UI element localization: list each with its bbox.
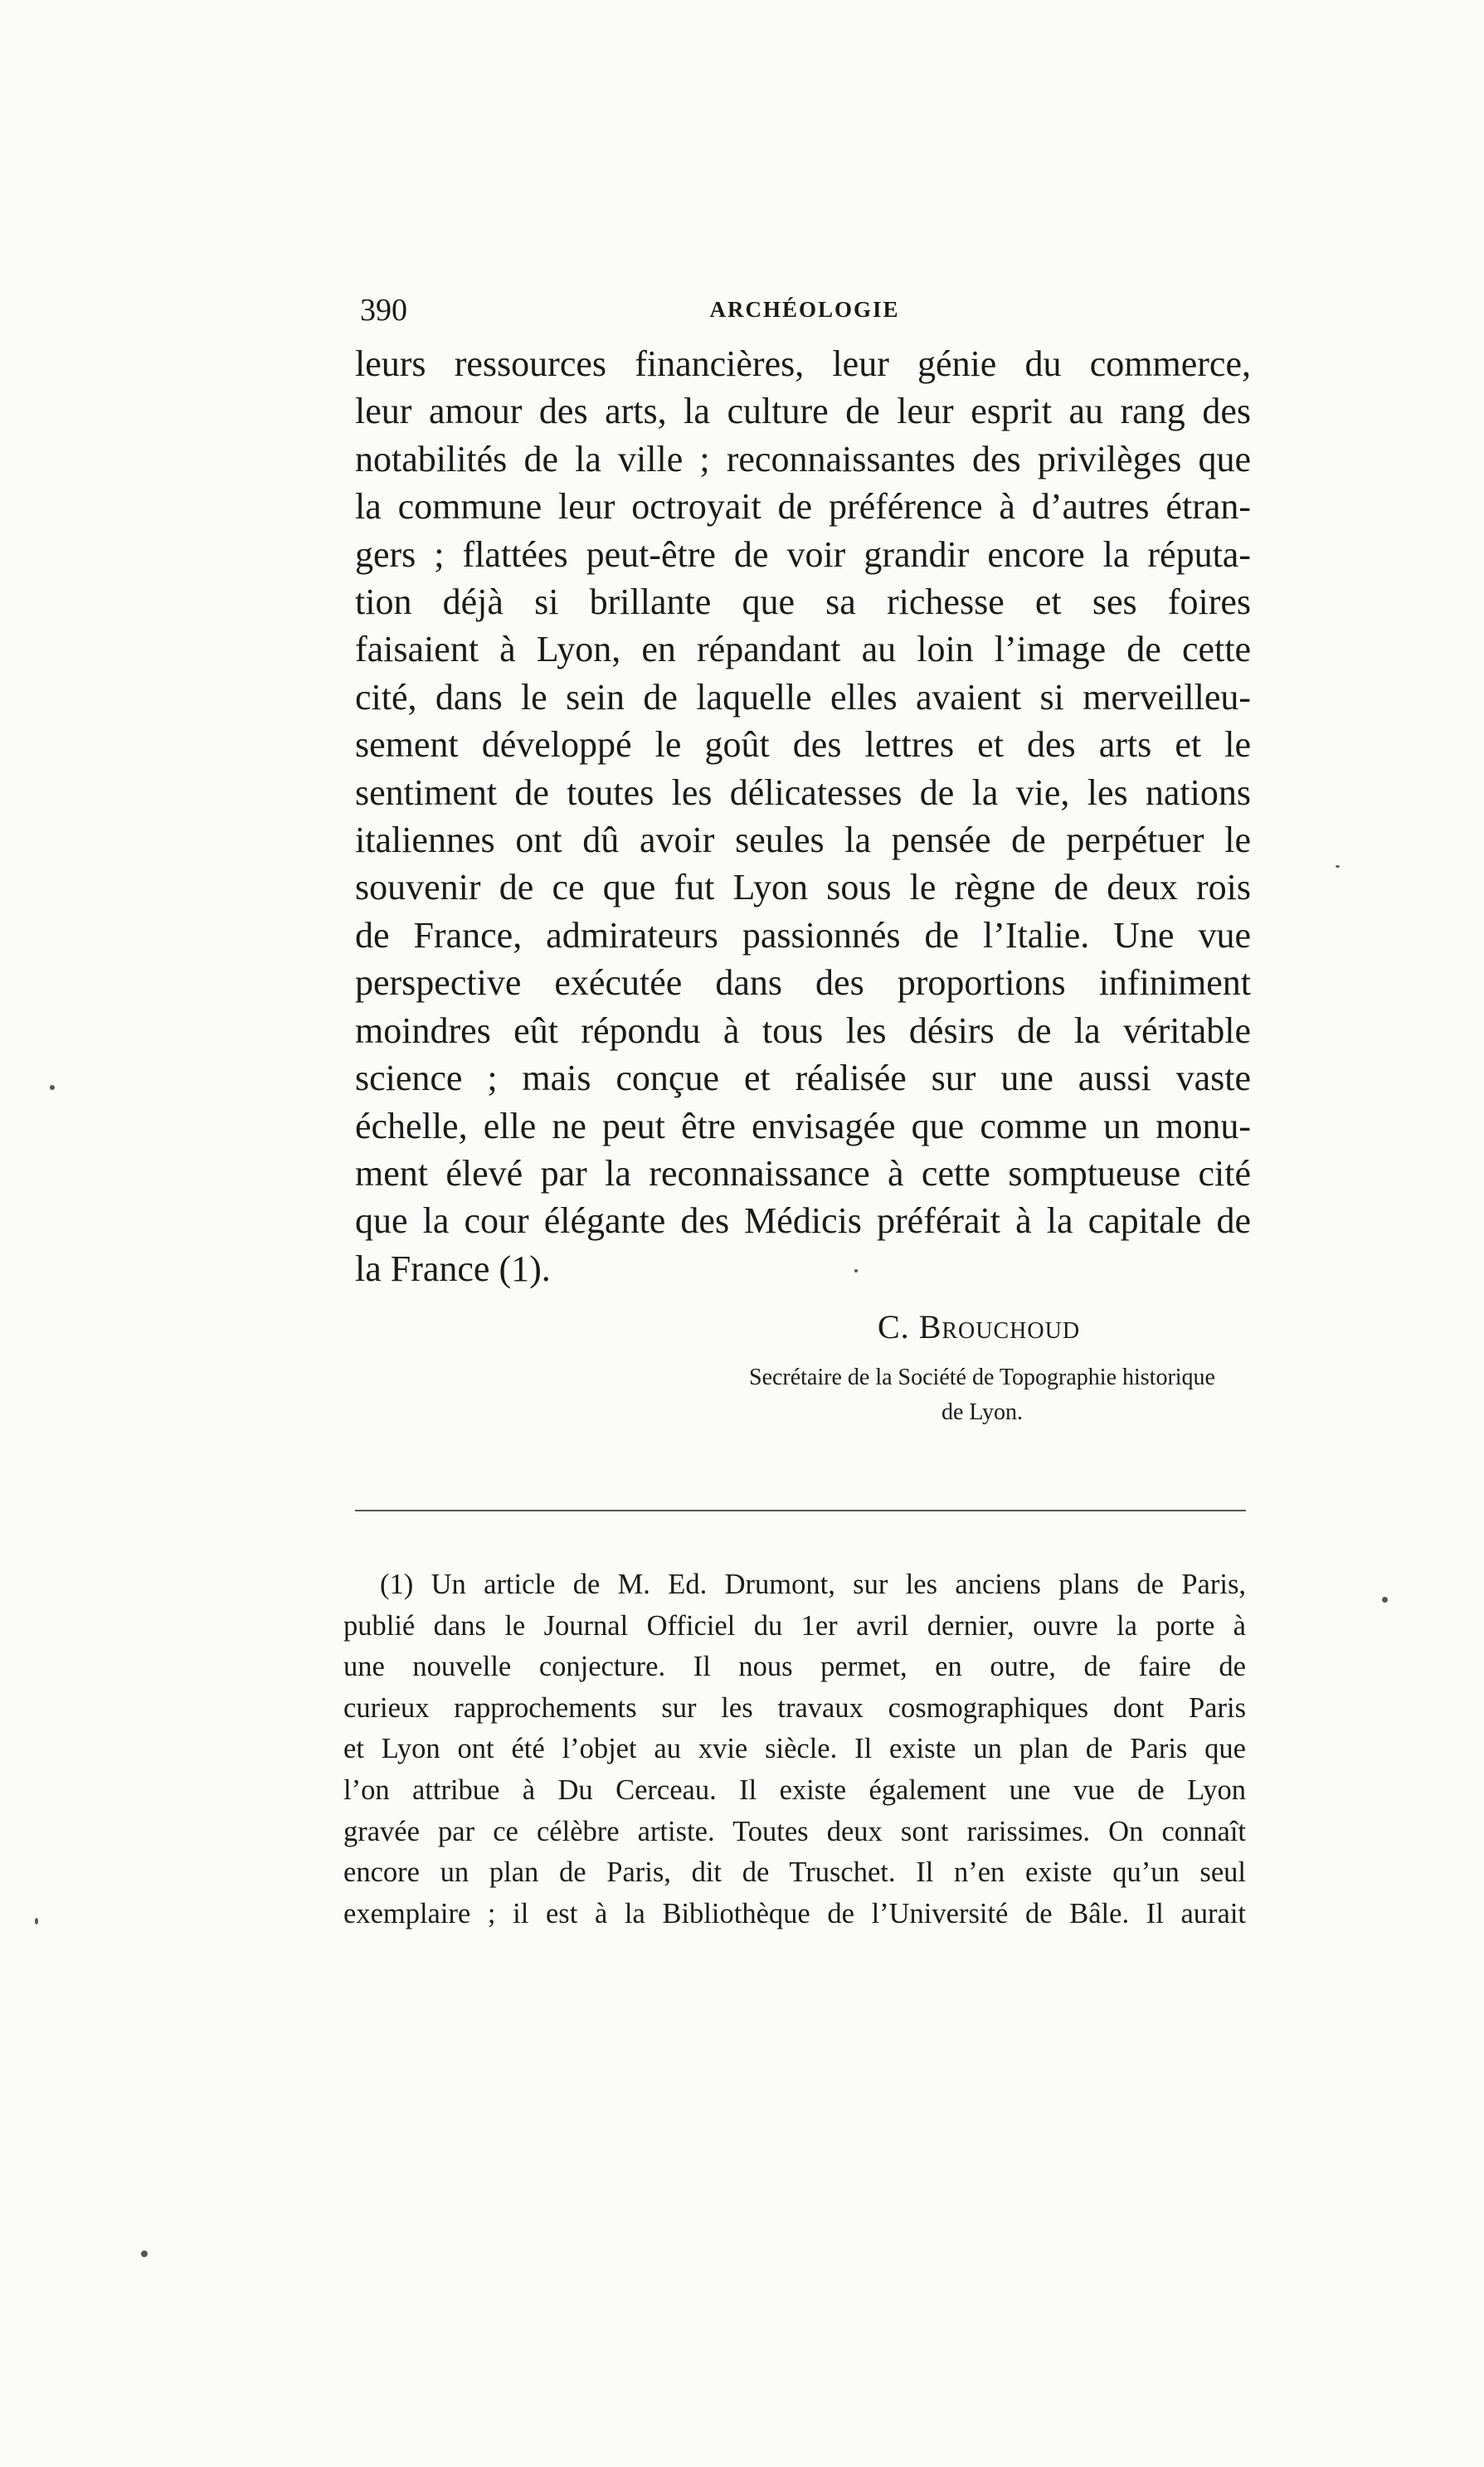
footnote-line: gravée par ce célèbre artiste. Toutes deux sont rarissimes. On connaît	[343, 1815, 1246, 1847]
body-line: sement développé le goût des lettres et des arts et le	[355, 724, 1251, 766]
body-line: la France (1).	[355, 1248, 551, 1289]
body-line: sentiment de toutes les délicatesses de la vie, les nations	[355, 771, 1251, 813]
footnote-line: (1) Un article de M. Ed. Drumont, sur les anciens plans de Paris,	[380, 1569, 1246, 1600]
body-line: souvenir de ce que fut Lyon sous le règne de deux rois	[355, 867, 1251, 908]
body-line: italiennes ont dû avoir seules la pensée de perpétuer le	[355, 820, 1251, 861]
scan-speck	[1336, 865, 1340, 868]
scan-speck	[1382, 1597, 1388, 1603]
body-line: faisaient à Lyon, en répandant au loin l’image de cette	[355, 629, 1251, 670]
body-line: moindres eût répondu à tous les désirs de la véritable	[355, 1010, 1251, 1051]
signature-name	[878, 1307, 1080, 1346]
section-title: ARCHÉOLOGIE	[709, 297, 900, 322]
footnote-line: et Lyon ont été l’objet au xvie siècle. Il existe un plan de Paris que	[343, 1733, 1246, 1765]
footnote-line: publié dans le Journal Officiel du 1er avril dernier, ouvre la porte à	[343, 1609, 1246, 1642]
running-head	[360, 292, 1249, 333]
scan-speck	[141, 2250, 148, 2257]
body-line: notabilités de la ville ; reconnaissantes des privilèges que	[355, 438, 1251, 479]
body-line: ment élevé par la reconnaissance à cette somptueuse cité	[355, 1152, 1251, 1194]
footnote	[343, 1564, 1246, 1934]
footnote-line: exemplaire ; il est à la Bibliothèque de l’Université de Bâle. Il aurait	[343, 1897, 1246, 1929]
body-line: leur amour des arts, la culture de leur esprit au rang des	[355, 391, 1251, 432]
body-line: tion déjà si brillante que sa richesse et ses foires	[355, 581, 1251, 623]
footnote-line: une nouvelle conjecture. Il nous permet, en outre, de faire de	[343, 1651, 1246, 1683]
page-number: 390	[360, 293, 407, 328]
signature-title-line: Secrétaire de la Société de Topographie historique	[749, 1365, 1215, 1390]
footnote-line: encore un plan de Paris, dit de Truschet. Il n’en existe qu’un seul	[343, 1856, 1246, 1889]
footnote-line: l’on attribue à Du Cerceau. Il existe également une vue de Lyon	[343, 1774, 1246, 1806]
footnote-rule	[355, 1510, 1246, 1511]
body-line: de France, admirateurs passionnés de l’Italie. Une vue	[355, 914, 1251, 956]
signature-title-line: de Lyon.	[941, 1399, 1023, 1425]
body-line: gers ; flattées peut-être de voir grandir encore la réputa-	[355, 533, 1251, 575]
footnote-line: curieux rapprochements sur les travaux cosmographiques dont Paris	[343, 1691, 1246, 1724]
signature-surname: Brouchoud	[918, 1308, 1081, 1345]
body-line: échelle, elle ne peut être envisagée que comme un monu-	[355, 1105, 1251, 1146]
signature-initial: C.	[878, 1308, 910, 1345]
scan-speck	[50, 1085, 55, 1090]
body-line: que la cour élégante des Médicis préférait à la capitale de	[355, 1200, 1251, 1242]
body-line: la commune leur octroyait de préférence à d’autres étran-	[355, 486, 1251, 528]
scan-speck	[35, 1918, 38, 1924]
signature-affiliation	[715, 1360, 1249, 1430]
scan-speck	[854, 1269, 858, 1272]
body-line: cité, dans le sein de laquelle elles avaient si merveilleu-	[355, 676, 1251, 718]
body-line: science ; mais conçue et réalisée sur une aussi vaste	[355, 1058, 1251, 1099]
body-line: perspective exécutée dans des proportions infiniment	[355, 962, 1251, 1004]
body-line: leurs ressources financières, leur génie du commerce,	[355, 343, 1251, 384]
body-paragraph	[355, 340, 1251, 1292]
